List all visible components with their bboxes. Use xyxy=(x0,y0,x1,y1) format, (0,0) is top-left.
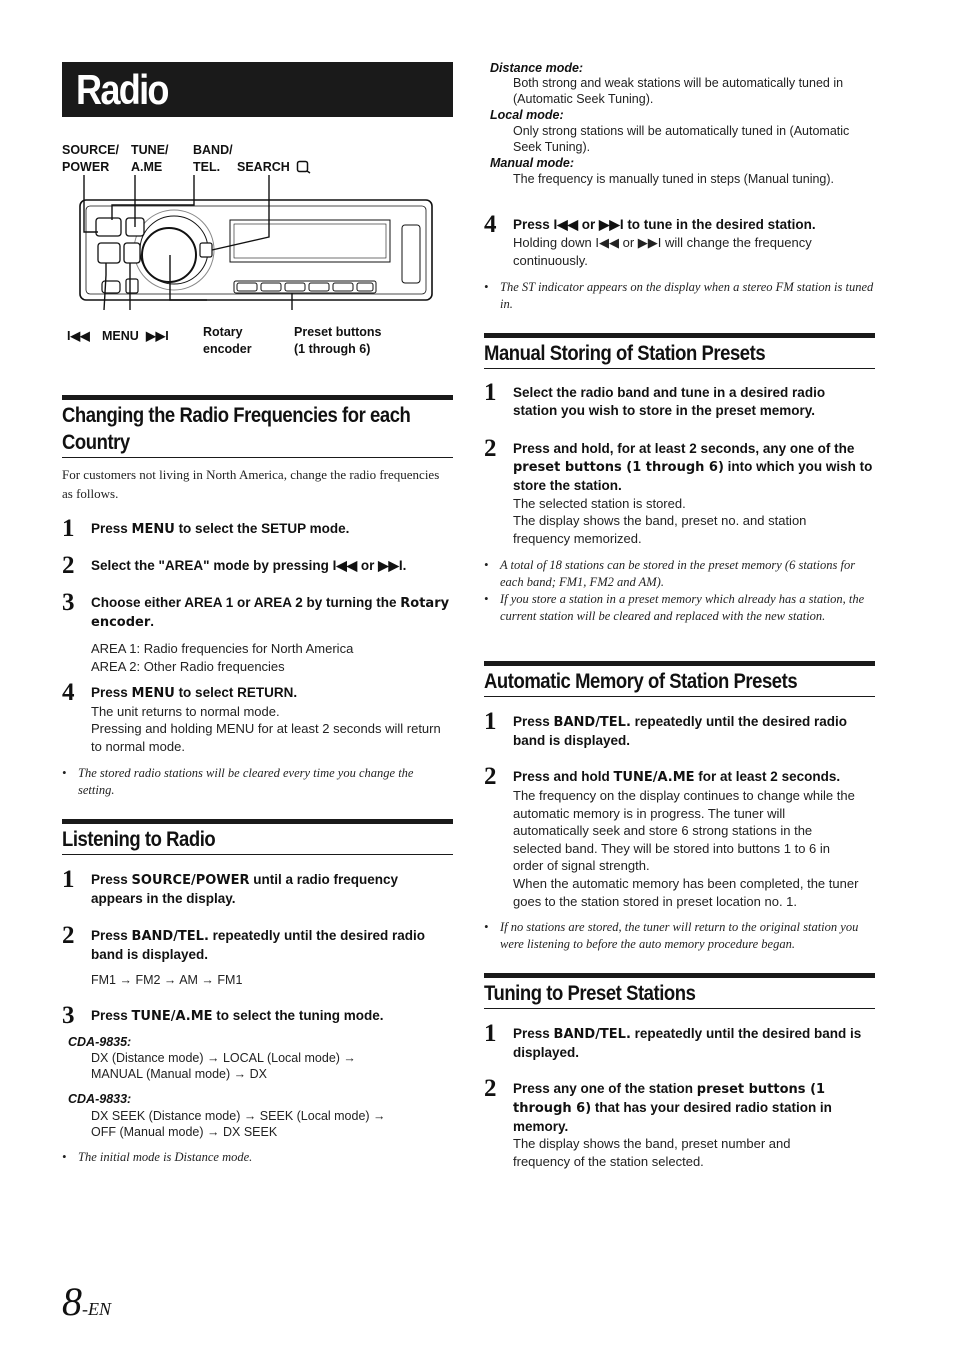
auto-memory-body-1: The frequency on the display continues to change while the automatic memory is in progress. The tuner will automatically seek and store 6 strong stations in the selected band. They will be stored into buttons 1 to 6 in order of signal strength. xyxy=(513,788,855,873)
text: Press xyxy=(91,1008,132,1023)
distance-mode-heading: Distance mode: xyxy=(490,61,584,75)
step-number: 1 xyxy=(484,708,497,735)
text: that has your desired radio station in memory. xyxy=(513,1100,832,1134)
text: Press xyxy=(91,872,132,887)
key-source-power: SOURCE/POWER xyxy=(131,873,250,888)
tuning-preset-step-2 xyxy=(513,1080,873,1136)
distance-mode-body: Both strong and weak stations will be automatically tuned in (Automatic Seek Tuning). xyxy=(513,76,844,106)
bullet: • xyxy=(62,766,67,780)
step-number: 4 xyxy=(484,211,497,238)
text: to select the tuning mode. xyxy=(212,1008,384,1023)
bullet: • xyxy=(484,592,489,606)
text: Press and hold xyxy=(513,769,614,784)
step-number: 2 xyxy=(62,552,75,579)
key-preset-buttons: preset buttons (1 through 6) xyxy=(513,460,724,475)
listening-step-4-body: Holding down I◀◀ or ▶▶I will change the frequency continuously. xyxy=(513,235,812,268)
text: repeatedly until the desired radio band is displayed. xyxy=(513,714,847,748)
key-band-tel: BAND/TEL. xyxy=(553,1027,631,1042)
text: Press xyxy=(91,685,132,700)
country-step-4 xyxy=(91,684,451,703)
tuning-preset-step-1 xyxy=(513,1025,873,1062)
page-title-bar xyxy=(62,62,453,117)
text: Press xyxy=(91,928,132,943)
label-prev: I◀◀ xyxy=(67,329,90,343)
text: : Other Radio frequencies xyxy=(136,659,285,674)
heading-tuning-preset: Tuning to Preset Stations xyxy=(484,982,696,1005)
search-icon xyxy=(296,160,312,174)
page-number xyxy=(62,1278,111,1325)
label-menu: MENU xyxy=(102,329,139,343)
model-9833-heading: CDA-9833: xyxy=(68,1092,132,1106)
text: Press and hold, for at least 2 seconds, any one of the xyxy=(513,441,855,456)
text: Press xyxy=(513,714,554,729)
auto-memory-body-2: When the automatic memory has been completed, the tuner goes to the station stored in preset location no. 1. xyxy=(513,876,859,909)
country-step-1 xyxy=(91,520,451,539)
page-number-digit: 8 xyxy=(62,1279,82,1324)
auto-memory-step-1 xyxy=(513,713,873,750)
local-mode-body: Only strong stations will be automatically tuned in (Automatic Seek Tuning). xyxy=(513,124,850,154)
text: repeatedly until the desired band is displayed. xyxy=(513,1026,862,1060)
step-number: 3 xyxy=(62,589,75,616)
key-preset-buttons: preset buttons (1 through 6) xyxy=(513,1082,826,1116)
local-mode-heading: Local mode: xyxy=(490,108,564,122)
heading-auto-memory: Automatic Memory of Station Presets xyxy=(484,670,798,693)
manual-store-step-2 xyxy=(513,440,875,495)
manual-mode-heading: Manual mode: xyxy=(490,156,575,170)
key-band-tel: BAND/TEL. xyxy=(131,929,209,944)
step-number: 2 xyxy=(484,1075,497,1102)
manual-store-step-1: Select the radio band and tune in a desired radio station you wish to store in the preset memory. xyxy=(513,385,826,418)
listening-note: The initial mode is Distance mode. xyxy=(78,1150,253,1164)
manual-store-body-1: The selected station is stored. xyxy=(513,496,686,511)
key-tune-ame: TUNE/A.ME xyxy=(131,1009,213,1024)
text: for at least 2 seconds. xyxy=(694,769,841,784)
section-heading-country xyxy=(62,395,453,458)
label-source-power: SOURCE/ POWER xyxy=(62,143,119,174)
section-heading-manual-store xyxy=(484,333,875,369)
listening-step-2 xyxy=(91,927,451,964)
heading-manual-store: Manual Storing of Station Presets xyxy=(484,342,766,365)
text: to select RETURN. xyxy=(174,685,298,700)
tuning-preset-body: The display shows the band, preset number and frequency of the station selected. xyxy=(513,1136,791,1169)
step-number: 4 xyxy=(62,679,75,706)
bullet: • xyxy=(484,920,489,934)
label-band-tel: BAND/ TEL. xyxy=(193,143,233,174)
step-number: 1 xyxy=(62,866,75,893)
text: . xyxy=(150,614,155,629)
step-number: 1 xyxy=(62,515,75,542)
country-step-4-body-2: Pressing and holding MENU for at least 2 seconds will return to normal mode. xyxy=(91,721,441,754)
text: Choose either AREA 1 or AREA 2 by turning the xyxy=(91,595,401,610)
step-number: 3 xyxy=(62,1002,75,1029)
key-tune-ame: TUNE/A.ME xyxy=(613,770,695,785)
step-number: 2 xyxy=(484,435,497,462)
key-menu: MENU xyxy=(131,522,175,537)
country-note: The stored radio stations will be cleared every time you change the setting. xyxy=(78,766,414,797)
bullet: • xyxy=(62,1150,67,1164)
text: : Radio frequencies for North America xyxy=(136,641,354,656)
st-indicator-note: The ST indicator appears on the display when a stereo FM station is tuned in. xyxy=(500,280,874,311)
area-1-text xyxy=(91,640,451,658)
step-number: 1 xyxy=(484,1020,497,1047)
country-intro: For customers not living in North America, change the radio frequencies as follows. xyxy=(62,467,440,501)
manual-store-body-2: The display shows the band, preset no. and station frequency memorized. xyxy=(513,513,807,546)
text: until a radio frequency appears in the display. xyxy=(91,872,399,906)
text: AREA 2 xyxy=(91,659,137,674)
section-heading-listening xyxy=(62,819,453,855)
country-step-3 xyxy=(91,594,451,632)
page-title: Radio xyxy=(76,66,168,113)
country-step-4-body-1: The unit returns to normal mode. xyxy=(91,704,280,719)
text: AREA 1 xyxy=(91,641,137,656)
listening-step-1 xyxy=(91,871,451,908)
auto-memory-note: If no stations are stored, the tuner will return to the original station you were listening to before the auto memory procedure began. xyxy=(500,920,859,951)
label-tune-ame: TUNE/ A.ME xyxy=(131,143,169,174)
bullet: • xyxy=(484,280,489,294)
label-preset: Preset buttons (1 through 6) xyxy=(294,325,382,356)
bullet: • xyxy=(484,558,489,572)
head-unit-diagram xyxy=(62,175,442,310)
country-step-2: Select the "AREA" mode by pressing I◀◀ or ▶▶I. xyxy=(91,558,407,573)
listening-step-3 xyxy=(91,1007,451,1026)
text: Press xyxy=(91,521,132,536)
heading-listening: Listening to Radio xyxy=(62,828,216,851)
step-number: 1 xyxy=(484,379,497,406)
step-number: 2 xyxy=(62,922,75,949)
manual-mode-body: The frequency is manually tuned in steps (Manual tuning). xyxy=(513,172,835,186)
key-rotary: Rotary encoder xyxy=(91,596,450,630)
step-number: 2 xyxy=(484,763,497,790)
text: to select the SETUP mode. xyxy=(174,521,350,536)
text: into which you wish to store the station. xyxy=(513,459,873,493)
auto-memory-step-2 xyxy=(513,768,883,787)
label-search: SEARCH xyxy=(237,160,290,174)
model-9835-modes: DX (Distance mode) → LOCAL (Local mode) → MANUAL (Manual mode) → DX xyxy=(91,1051,356,1081)
manual-store-note-2: If you store a station in a preset memory which already has a station, the current station will be cleared and replaced with the new station. xyxy=(500,592,865,623)
section-heading-tuning-preset xyxy=(484,973,875,1009)
heading-country: Changing the Radio Frequencies for each Country xyxy=(62,404,411,454)
text: Press any one of the station xyxy=(513,1081,697,1096)
page-lang: -EN xyxy=(82,1299,111,1319)
text: repeatedly until the desired radio band is displayed. xyxy=(91,928,425,962)
key-band-tel: BAND/TEL. xyxy=(553,715,631,730)
section-heading-auto-memory xyxy=(484,661,875,697)
listening-step-4: Press I◀◀ or ▶▶I to tune in the desired station. xyxy=(513,217,816,232)
model-9835-heading: CDA-9835: xyxy=(68,1035,132,1049)
key-menu: MENU xyxy=(131,686,175,701)
label-next: ▶▶I xyxy=(146,329,169,343)
label-rotary: Rotary encoder xyxy=(203,325,252,356)
manual-store-note-1: A total of 18 stations can be stored in the preset memory (6 stations for each band; FM1, FM2 and AM). xyxy=(500,558,856,589)
model-9833-modes: DX SEEK (Distance mode) → SEEK (Local mode) → OFF (Manual mode) → DX SEEK xyxy=(91,1109,386,1139)
area-2-text xyxy=(91,658,451,676)
band-sequence: FM1 → FM2 → AM → FM1 xyxy=(91,973,243,987)
text: Press xyxy=(513,1026,554,1041)
